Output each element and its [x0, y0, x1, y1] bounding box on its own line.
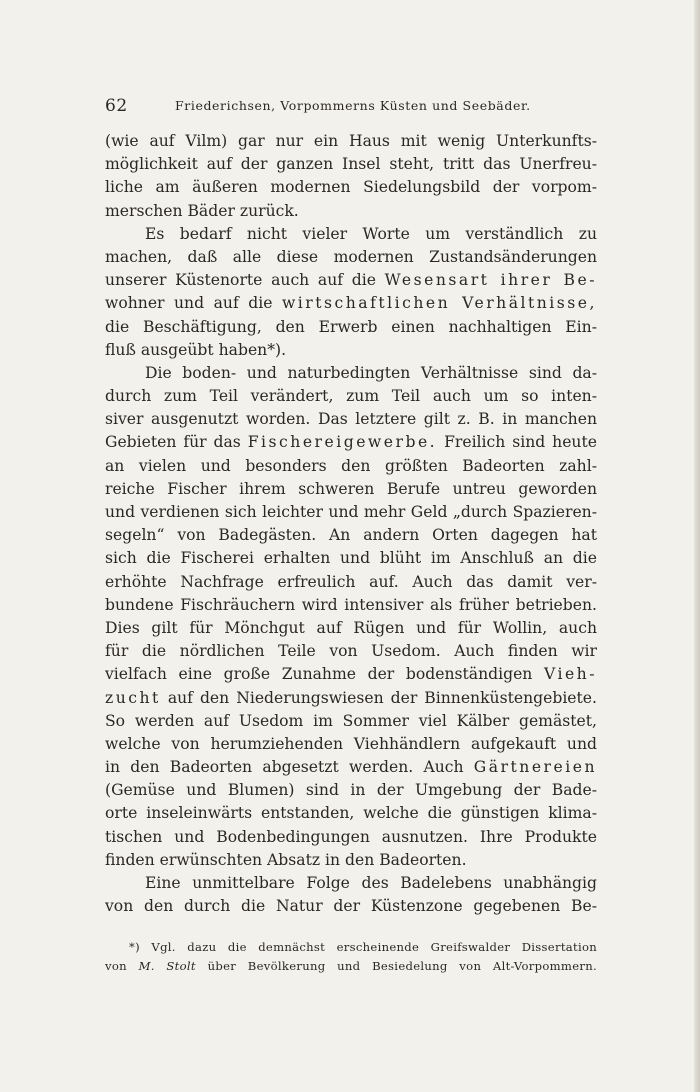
- author-name: M. Stolt: [138, 959, 196, 973]
- text-line: [105, 663, 597, 686]
- text-line: Es bedarf nicht vieler Worte um verständlich zu: [145, 224, 597, 243]
- text-line: [105, 687, 597, 710]
- emphasis-spaced: Fischereigewerbe.: [247, 433, 438, 452]
- footnote-line: [105, 957, 597, 976]
- text-line: tischen und Bodenbedingungen ausnutzen. Ihre Produkte: [105, 827, 597, 846]
- text-line: für die nördlichen Teile von Usedom. Auch finden wir: [105, 642, 597, 661]
- text-line: (Gemüse und Blumen) sind in der Umgebung der Bade-: [105, 781, 597, 800]
- text-line: siver ausgenutzt worden. Das letztere gilt z. B. in manchen: [105, 410, 597, 429]
- footnote-divider: [105, 932, 597, 933]
- text-line: merschen Bäder zurück.: [105, 201, 299, 220]
- text-line: möglichkeit auf der ganzen Insel steht, tritt das Unerfreu-: [105, 155, 597, 174]
- text-line: erhöhte Nachfrage erfreulich auf. Auch das damit ver-: [105, 572, 597, 591]
- text-line: finden erwünschten Absatz in den Badeorten.: [105, 850, 467, 869]
- text-line: an vielen und besonders den größten Badeorten zahl-: [105, 456, 597, 475]
- text-line: von den durch die Natur der Küstenzone gegebenen Be-: [105, 897, 597, 916]
- footnote: [105, 938, 597, 976]
- text-line: machen, daß alle diese modernen Zustandsänderungen: [105, 247, 597, 266]
- emphasis-spaced: zucht: [105, 688, 161, 707]
- text-line: sich die Fischerei erhalten und blüht im Anschluß an die: [105, 549, 597, 568]
- text-line: liche am äußeren modernen Siedelungsbild der vorpom-: [105, 178, 597, 197]
- footnote-line: *) Vgl. dazu die demnächst erscheinende Greifswalder Dissertation: [129, 940, 597, 954]
- text-line: [105, 756, 597, 779]
- page-header: [105, 96, 597, 118]
- text-line: bundene Fischräuchern wird intensiver als früher betrieben.: [105, 595, 597, 614]
- text-segment: vielfach eine große Zunahme der bodenständigen: [105, 665, 533, 684]
- page-edge: [694, 0, 700, 1092]
- emphasis-spaced: wirtschaftlichen Verhältnisse,: [281, 294, 597, 313]
- emphasis-spaced: Vieh-: [543, 665, 597, 684]
- text-line: So werden auf Usedom im Sommer viel Kälber gemästet,: [105, 711, 597, 730]
- text-segment: Gebieten für das: [105, 433, 241, 452]
- text-line: reiche Fischer ihrem schweren Berufe untreu geworden: [105, 479, 597, 498]
- running-title: Friederichsen, Vorpommerns Küsten und Seebäder.: [175, 98, 531, 113]
- text-segment: auf den Niederungswiesen der Binnenküstengebiete.: [167, 688, 597, 707]
- text-line: fluß ausgeübt haben*).: [105, 340, 287, 359]
- text-segment: Freilich sind heute: [444, 433, 597, 452]
- text-line: die Beschäftigung, den Erwerb einen nachhaltigen Ein-: [105, 317, 597, 336]
- text-segment: von: [105, 959, 127, 973]
- emphasis-spaced: Gärtnereien: [473, 758, 597, 777]
- text-line: Eine unmittelbare Folge des Badelebens unabhängig: [145, 874, 597, 892]
- text-line: Die boden- und naturbedingten Verhältnisse sind da-: [145, 363, 597, 382]
- text-segment: in den Badeorten abgesetzt werden. Auch: [105, 758, 464, 777]
- text-segment: wohner und auf die: [105, 294, 273, 313]
- text-line: [105, 269, 597, 292]
- text-line: welche von herumziehenden Viehhändlern aufgekauft und: [105, 734, 597, 753]
- text-segment: über Bevölkerung und Besiedelung von Alt-Vorpommern.: [207, 959, 597, 973]
- text-line: [105, 292, 597, 315]
- text-line: [105, 431, 597, 454]
- body-text: [105, 130, 597, 918]
- text-line: durch zum Teil verändert, zum Teil auch um so inten-: [105, 387, 597, 406]
- text-line: (wie auf Vilm) gar nur ein Haus mit wenig Unterkunfts-: [105, 132, 597, 150]
- text-line: orte inseleinwärts entstanden, welche die günstigen klima-: [105, 804, 597, 823]
- text-segment: unserer Küstenorte auch auf die: [105, 271, 376, 290]
- text-line: segeln“ von Badegästen. An andern Orten dagegen hat: [105, 526, 597, 545]
- text-line: und verdienen sich leichter und mehr Geld „durch Spazieren-: [105, 503, 597, 521]
- page-number: 62: [105, 96, 128, 116]
- text-line: Dies gilt für Mönchgut auf Rügen und für Wollin, auch: [105, 618, 597, 637]
- emphasis-spaced: Wesensart ihrer Be-: [384, 271, 597, 290]
